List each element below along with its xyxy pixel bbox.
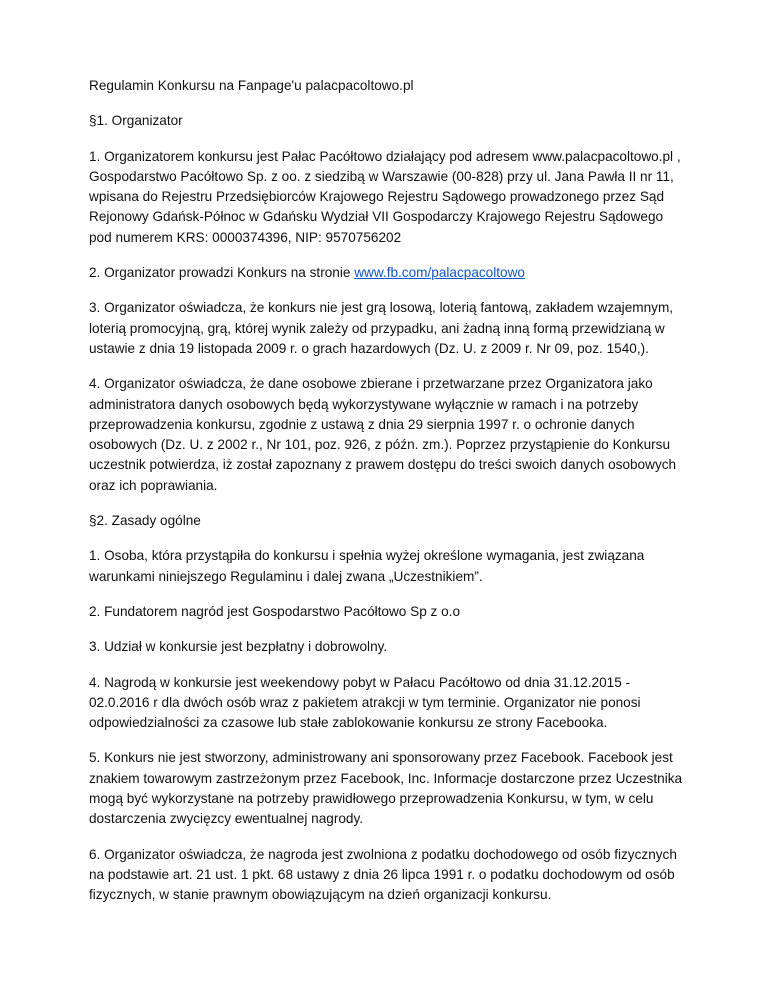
facebook-page-link[interactable]: www.fb.com/palacpacoltowo bbox=[354, 265, 525, 281]
paragraph: 1. Organizatorem konkursu jest Pałac Pacółtowo działający pod adresem www.palacpacoltowo.pl , Gospodarstwo Pacółtowo Sp. z oo. z siedzibą w Warszawie (00-828) przy ul. Jana Pawła II nr 11, wpisana do Rejestru Przedsiębiorców Krajowego Rejestru Sądowego prowadzonego przez Sąd Rejonowy Gdańsk-Północ w Gdańsku Wydział VII Gospodarczy Krajowego Rejestru Sądowego pod numerem KRS: 0000374396, NIP: 9570756202 bbox=[89, 148, 681, 245]
paragraph: 3. Udział w konkursie jest bezpłatny i dobrowolny. bbox=[89, 639, 388, 655]
paragraph-text: 2. Organizator prowadzi Konkurs na stronie bbox=[89, 265, 355, 281]
paragraph: 4. Organizator oświadcza, że dane osobowe zbierane i przetwarzane przez Organizatora jako administratora danych osobowych będą wykorzystywane wyłącznie w ramach i na potrzeby przeprowadzenia konkursu, zgodnie z ustawą z dnia 29 sierpnia 1997 r. o ochronie danych osobowych (Dz. U. z 2002 r., Nr 101, poz. 926, z późn. zm.). Poprzez przystąpienie do Konkursu uczestnik potwierdza, iż został zapoznany z prawem dostępu do treści swoich danych osobowych oraz ich poprawiania. bbox=[89, 376, 677, 493]
paragraph: 3. Organizator oświadcza, że konkurs nie jest grą losową, loterią fantową, zakładem wzajemnym, loterią promocyjną, grą, której wynik zależy od przypadku, ani żadną inną formą przewidzianą w ustawie z dnia 19 listopada 2009 r. o grach hazardowych (Dz. U. z 2009 r. Nr 09, poz. 1540,). bbox=[89, 300, 674, 356]
paragraph: 4. Nagrodą w konkursie jest weekendowy pobyt w Pałacu Pacółtowo od dnia 31.12.2015 - 02.0.2016 r dla dwóch osób wraz z pakietem atrakcji w tym terminie. Organizator nie ponosi odpowiedzialności za czasowe lub stałe zablokowanie konkursu ze strony Facebooka. bbox=[89, 674, 641, 731]
document-page bbox=[89, 76, 689, 921]
paragraph bbox=[89, 263, 689, 283]
section-heading: §1. Organizator bbox=[89, 113, 183, 129]
paragraph: 6. Organizator oświadcza, że nagroda jest zwolniona z podatku dochodowego od osób fizycznych na podstawie art. 21 ust. 1 pkt. 68 ustawy z dnia 26 lipca 1991 r. o podatku dochodowym od osób fizycznych, w stanie prawnym obowiązującym na dzień organizacji konkursu. bbox=[89, 846, 677, 903]
document-title: Regulamin Konkursu na Fanpage'u palacpacoltowo.pl bbox=[89, 78, 414, 93]
paragraph: 5. Konkurs nie jest stworzony, administrowany ani sponsorowany przez Facebook. Facebook jest znakiem towarowym zastrzeżonym przez Facebook, Inc. Informacje dostarczone przez Uczestnika mogą być wykorzystane na potrzeby prawidłowego przeprowadzenia Konkursu, w tym, w celu dostarczenia zwycięzcy ewentualnej nagrody. bbox=[89, 750, 683, 827]
paragraph: 1. Osoba, która przystąpiła do konkursu i spełnia wyżej określone wymagania, jest związana warunkami niniejszego Regulaminu i dalej zwana „Uczestnikiem”. bbox=[89, 548, 645, 584]
section-heading: §2. Zasady ogólne bbox=[89, 513, 201, 529]
paragraph: 2. Fundatorem nagród jest Gospodarstwo Pacółtowo Sp z o.o bbox=[89, 603, 461, 619]
